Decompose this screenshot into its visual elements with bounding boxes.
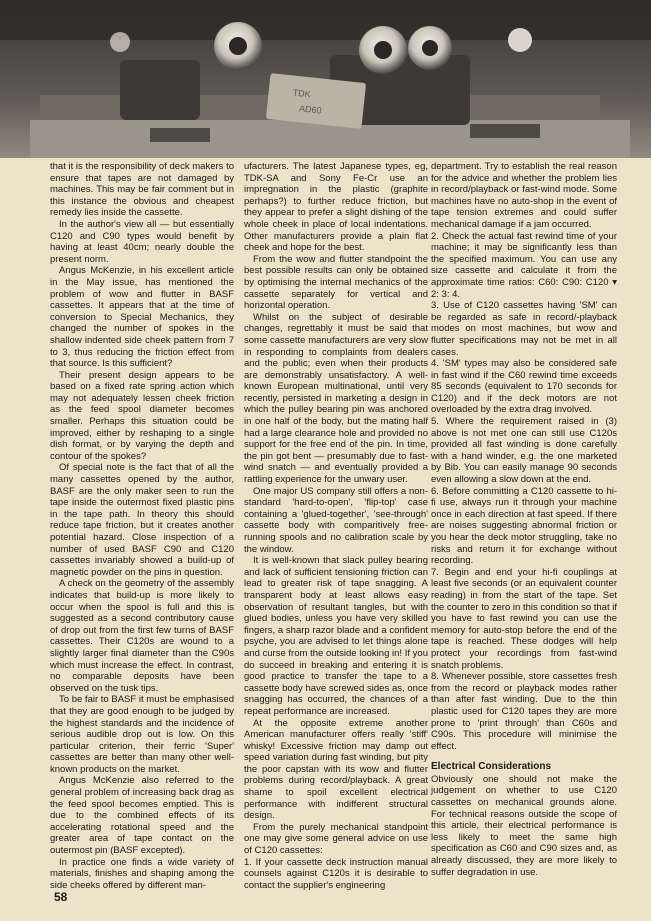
paragraph: Their present design appears to be based on a fixed rate spring action which may not adequately lessen cheek friction as the feed spool diameter becomes smaller. Perhaps this situation could be improved, either by reshaping to a single dish format, or by varying the depth and contour of the spokes?	[50, 369, 234, 462]
list-item: 4. 'SM' types may also be considered safe in fast wind if the C60 rewind time exceeds 85 seconds (equivalent to 170 seconds for C120) and if the deck motors are not overloaded by the extra drag involved.	[431, 358, 617, 416]
paragraph: ufacturers. The latest Japanese types, eg, TDK-SA and Sony Fe-Cr use an impregnation in the plastic (graphite perhaps?) to further reduce friction, but they appear to prefer a slight dishing of the whole cheek in place of local indentations. Other manufacturers provide a plain flat cheek and hope for the best.	[244, 161, 428, 254]
paragraph: One major US company still offers a non-standard 'hard-to-open', 'flip-top' case containing a 'glued-together', 'see-through' cassette body with comparitively free-running spools and no calibration scale by the window.	[244, 485, 428, 555]
column-1	[50, 161, 234, 891]
column-3	[431, 161, 617, 878]
list-item: 8. Whenever possible, store cassettes fresh from the record or playback modes rather than after fast winding. Due to the thin plastic used for C120 tapes they are more prone to 'print through' than C60s and C90s. This procedure will minimise the effect.	[431, 671, 617, 752]
paragraph: Of special note is the fact that of all the many cassettes opened by the author, BASF are the only maker seen to run the tape inside the outermost fixed plastic pins in the tape path. In theory this should reduce tape friction, but it creates another potential hazard. Close inspection of a number of used BASF C90 and C120 cassettes invariably showed a build-up of magnetic powder on the pins in question.	[50, 462, 234, 578]
list-item: 6. Before committing a C120 cassette to hi-fi use, always run it through your machine once in each direction at fast speed. If there are noises suggesting abnormal friction or you hear the deck motor struggling, take no risks and return it for exchange without recording.	[431, 485, 617, 567]
paragraph: From the wow and flutter standpoint the best possible results can only be obtained by optimising the internal mechanics of the cassette separately for vertical and horizontal operation.	[244, 253, 428, 312]
paragraph: A check on the geometry of the assembly indicates that build-up is more likely to occur when the spool is full and this is suggested as a second contributory cause of drop out from the first few turns of BASF cassettes. Their C120s are wound to a slightly larger final diameter than the C90s which must increase the effect. In contrast, no comparable deposits have been observed on the tusk tips.	[50, 578, 234, 694]
list-item: 1. If your cassette deck instruction manual counsels against C120s it is desirable to contact the supplier's engineering	[244, 856, 428, 891]
paragraph: To be fair to BASF it must be emphasised that they are good enough to be judged by the highest standards and the incidence of serious audible drop out is low. On this particular criterion, their ferric 'Super' cassettes are better than many other well-known products on the market.	[50, 694, 234, 775]
paragraph: In practice one finds a wide variety of materials, finishes and shaping among the side cheeks offered by different man-	[50, 856, 234, 891]
paragraph: Whilst on the subject of desirable changes, regrettably it must be said that some cassette manufacturers are very slow in responding to complaints from dealers and the public; even when their products are demonstrably unsatisfactory. A well-known European multinational, until very recently, persisted in marketing a design in which the pulley bearing pin was anchored in one half of the body, but the mating half had a large clearance hole and provided no support for the free end of the pin. In time, the pin got bent — presumably due to fast-wind snatch — and eventually provided a rattling experience for the unwary user.	[244, 311, 428, 486]
paragraph: Angus McKenzie, in his excellent article in the May issue, has mentioned the problem of wow and flutter in BASF cassettes. It appears that at the time of conversion to Special Mechanics, they changed the number of spokes in the shallow indented side cheek pattern from 7 to 3, thus reducing the friction effect from that source. Is this sufficient?	[50, 265, 234, 370]
list-item: 3. Use of C120 cassettes having 'SM' can be regarded as safe in record/-playback modes on most machines, but wow and flutter specifications may not be met in all cases.	[431, 300, 617, 358]
paragraph: that it is the responsibility of deck makers to ensure that tapes are not damaged by machines. This may be fair comment but in this instance the obvious and cheapest remedy lies inside the cassette.	[50, 161, 234, 219]
paragraph: Obviously one should not make the judgement on whether to use C120 cassettes on mechanical grounds alone. For technical reasons outside the scope of this article, their electrical performance is less likely to meet the same high specification as C60 and C90 sizes and, as already discussed, they are more likely to suffer degradation in use.	[431, 773, 617, 878]
cassette-photo	[0, 0, 651, 158]
tape-label: TDK	[292, 87, 312, 100]
page-number: 58	[54, 890, 68, 904]
paragraph: From the purely mechanical standpoint one may give some general advice on use of C120 cassettes:	[244, 821, 428, 857]
tape-label-sub: AD60	[298, 103, 323, 116]
paragraph: In the author's view all — but essentially C120 and C90 types would benefit by having at least 40cm; nearly double the present norm.	[50, 218, 234, 265]
list-item: 5. Where the requirement raised in (3) above is not met one can still use C120s provided all fast winding is done carefully with a hand winder, e.g. the one marketed by Bib. You can easily manage 90 seconds even allowing a slow down at the end.	[431, 416, 617, 486]
column-2	[244, 161, 428, 891]
list-item: 7. Begin and end your hi-fi couplings at least five seconds (or an equivalent counter reading) in from the start of the tape. Set the counter to zero in this condition so that if you have to fast rewind you can use the memory for auto-stop before the end of the tape is reached. These dodges will help protect your recordings from fast-wind snatch problems.	[431, 566, 617, 671]
paragraph: department. Try to establish the real reason for the advice and whether the problem lies in record/playback or fast-wind mode. Some machines have no auto-shop in the event of tape tension extremes and could suffer mechanical damage if a jam occurred.	[431, 161, 617, 230]
paragraph: At the opposite extreme another American manufacturer offers really 'stiff' whisky! Excessive friction may damp out speed variation during fast winding, but pity the poor capstan with its wow and flutter problems during record/playback. A great shame to spoil excellent electrical performance with indifferent structural design.	[244, 717, 428, 822]
paragraph: Angus McKenzie also referred to the general problem of increasing back drag as the feed spool becomes emptied. This is due to the combined effects of its accelerating rotational speed and the greater area of tape contact on the outermost pin (BASF excepted).	[50, 775, 234, 857]
list-item: 2. Check the actual fast rewind time of your machine; it may be significantly less than the specified maximum. You can use any size cassette and calculate it from the approximate time ratios: C60: C90: C120 ▾ 2: 3: 4.	[431, 230, 617, 300]
section-heading: Electrical Considerations	[431, 761, 552, 773]
paragraph: It is well-known that slack pulley bearing and lack of sufficient tensioning friction can lead to greater risk of tape snagging. A transparent body at least allows easy observation of resultant tangles, but with glued bodies, unless you have very skilled fingers, a sharp razor blade and a confident psyche, you are advised to let things alone and curse from the outside looking in! If you do succeed in breaking and entering it is good practice to transfer the tape to a cassette body have screwed sides as, once snagging has occurred, the chances of a repeat performance are increased.	[244, 555, 428, 717]
